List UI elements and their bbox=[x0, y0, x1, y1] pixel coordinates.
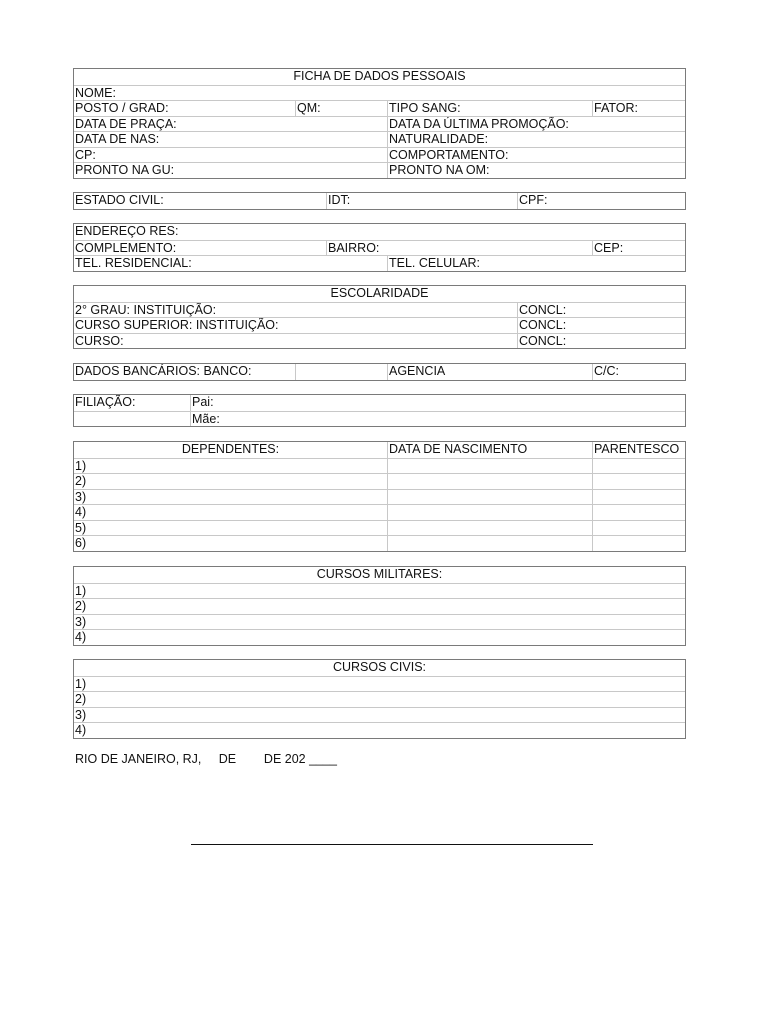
dependent-row bbox=[74, 520, 685, 536]
dependent-number: 4) bbox=[75, 505, 87, 519]
military-course-row bbox=[74, 583, 685, 599]
filiation-empty-cell bbox=[74, 412, 190, 427]
military-courses-title: CURSOS MILITARES: bbox=[316, 567, 443, 581]
dependent-row bbox=[74, 489, 685, 505]
civil-course-row bbox=[74, 707, 685, 723]
military-course-number: 4) bbox=[75, 630, 87, 644]
tipo-sang-label: TIPO SANG: bbox=[387, 101, 592, 116]
dependent-birth-cell bbox=[387, 521, 592, 536]
civil-course-number: 3) bbox=[75, 707, 87, 722]
cc-label: C/C: bbox=[592, 364, 685, 380]
personal-title: FICHA DE DADOS PESSOAIS bbox=[293, 69, 466, 83]
civil-course-number: 1) bbox=[75, 676, 87, 691]
dependents-header-row bbox=[74, 442, 685, 458]
military-courses-table bbox=[73, 566, 686, 646]
kinship-header: PARENTESCO bbox=[592, 442, 685, 458]
bank-table bbox=[73, 363, 686, 381]
dependents-header: DEPENDENTES: bbox=[181, 442, 280, 456]
dependent-kinship-cell bbox=[592, 459, 685, 474]
dependent-number: 2) bbox=[75, 474, 87, 488]
data-promocao-label: DATA DA ÚLTIMA PROMOÇÃO: bbox=[387, 117, 685, 132]
superior-row bbox=[74, 317, 685, 333]
dependent-birth-cell bbox=[387, 490, 592, 505]
estado-civil-row bbox=[74, 193, 685, 209]
grau2-label: 2° GRAU: INSTITUIÇÃO: bbox=[75, 302, 217, 317]
tel-residencial-label: TEL. RESIDENCIAL: bbox=[75, 256, 192, 270]
cpf-label: CPF: bbox=[517, 193, 685, 209]
endereco-row bbox=[74, 224, 685, 240]
personal-title-row bbox=[74, 69, 685, 85]
dependent-number: 3) bbox=[75, 489, 87, 504]
bairro-label: BAIRRO: bbox=[326, 241, 592, 256]
civil-course-number: 2) bbox=[75, 692, 87, 706]
posto-label: POSTO / GRAD: bbox=[75, 101, 169, 115]
tel-celular-label: TEL. CELULAR: bbox=[387, 256, 685, 271]
nome-label: NOME: bbox=[75, 85, 116, 100]
superior-label: CURSO SUPERIOR: INSTITUIÇÃO: bbox=[75, 318, 279, 332]
banco-label: DADOS BANCÁRIOS: BANCO: bbox=[75, 364, 252, 378]
dependent-birth-cell bbox=[387, 505, 592, 520]
cp-row bbox=[74, 147, 685, 163]
dependent-kinship-cell bbox=[592, 474, 685, 489]
mae-row bbox=[74, 411, 685, 427]
dependent-kinship-cell bbox=[592, 505, 685, 520]
pronto-om-label: PRONTO NA OM: bbox=[387, 163, 685, 178]
cep-label: CEP: bbox=[592, 241, 685, 256]
dependent-birth-cell bbox=[387, 474, 592, 489]
dependent-row bbox=[74, 535, 685, 551]
dependent-birth-cell bbox=[387, 536, 592, 551]
education-title-row bbox=[74, 286, 685, 302]
military-courses-title-row bbox=[74, 567, 685, 583]
pai-label: Pai: bbox=[190, 395, 685, 411]
military-course-number: 1) bbox=[75, 583, 87, 598]
complemento-label: COMPLEMENTO: bbox=[75, 240, 177, 255]
education-table bbox=[73, 285, 686, 349]
military-course-row bbox=[74, 614, 685, 630]
bank-row bbox=[74, 364, 685, 380]
cp-label: CP: bbox=[75, 147, 96, 162]
dependent-kinship-cell bbox=[592, 490, 685, 505]
telefone-row bbox=[74, 255, 685, 271]
civil-course-row bbox=[74, 722, 685, 738]
grau2-row bbox=[74, 302, 685, 318]
civil-course-number: 4) bbox=[75, 723, 87, 737]
civil-courses-table bbox=[73, 659, 686, 739]
data-nas-label: DATA DE NAS: bbox=[75, 132, 160, 146]
banco-value-cell bbox=[295, 364, 387, 380]
superior-concl-label: CONCL: bbox=[517, 318, 685, 333]
filiation-table bbox=[73, 394, 686, 427]
curso-label: CURSO: bbox=[75, 333, 124, 348]
signature-line bbox=[191, 844, 593, 845]
estado-civil-label: ESTADO CIVIL: bbox=[75, 193, 164, 207]
dependent-row bbox=[74, 458, 685, 474]
pronto-gu-label: PRONTO NA GU: bbox=[75, 163, 175, 177]
military-course-row bbox=[74, 629, 685, 645]
dependent-kinship-cell bbox=[592, 521, 685, 536]
comportamento-label: COMPORTAMENTO: bbox=[387, 148, 685, 163]
complemento-row bbox=[74, 240, 685, 256]
birth-date-header: DATA DE NASCIMENTO bbox=[387, 442, 592, 458]
civil-data-table bbox=[73, 192, 686, 210]
dependent-number: 5) bbox=[75, 520, 87, 535]
pai-row bbox=[74, 395, 685, 411]
dependents-table bbox=[73, 441, 686, 552]
curso-concl-label: CONCL: bbox=[517, 334, 685, 349]
dependent-number: 1) bbox=[75, 458, 87, 473]
military-course-number: 3) bbox=[75, 614, 87, 629]
naturalidade-label: NATURALIDADE: bbox=[387, 132, 685, 147]
dependent-row bbox=[74, 473, 685, 489]
fator-label: FATOR: bbox=[592, 101, 685, 116]
civil-course-row bbox=[74, 676, 685, 692]
mae-label: Mãe: bbox=[190, 412, 685, 427]
qm-label: QM: bbox=[295, 101, 387, 116]
dependent-birth-cell bbox=[387, 459, 592, 474]
data-praca-label: DATA DE PRAÇA: bbox=[75, 116, 177, 131]
idt-label: IDT: bbox=[326, 193, 517, 209]
pronto-row bbox=[74, 162, 685, 178]
civil-courses-title: CURSOS CIVIS: bbox=[332, 660, 427, 674]
dependent-number: 6) bbox=[75, 536, 87, 550]
place-date-line: RIO DE JANEIRO, RJ, DE DE 202 ____ bbox=[75, 752, 337, 766]
data-nas-row bbox=[74, 131, 685, 147]
posto-row bbox=[74, 100, 685, 116]
agencia-label: AGENCIA bbox=[387, 364, 592, 380]
grau2-concl-label: CONCL: bbox=[517, 303, 685, 318]
military-course-row bbox=[74, 598, 685, 614]
dependent-row bbox=[74, 504, 685, 520]
data-praca-row bbox=[74, 116, 685, 132]
nome-row bbox=[74, 85, 685, 101]
filiation-label: FILIAÇÃO: bbox=[75, 395, 136, 409]
civil-course-row bbox=[74, 691, 685, 707]
education-title: ESCOLARIDADE bbox=[330, 286, 429, 300]
endereco-label: ENDEREÇO RES: bbox=[75, 224, 179, 238]
dependent-kinship-cell bbox=[592, 536, 685, 551]
military-course-number: 2) bbox=[75, 599, 87, 613]
civil-courses-title-row bbox=[74, 660, 685, 676]
address-table bbox=[73, 223, 686, 272]
curso-row bbox=[74, 333, 685, 349]
personal-data-table bbox=[73, 68, 686, 179]
